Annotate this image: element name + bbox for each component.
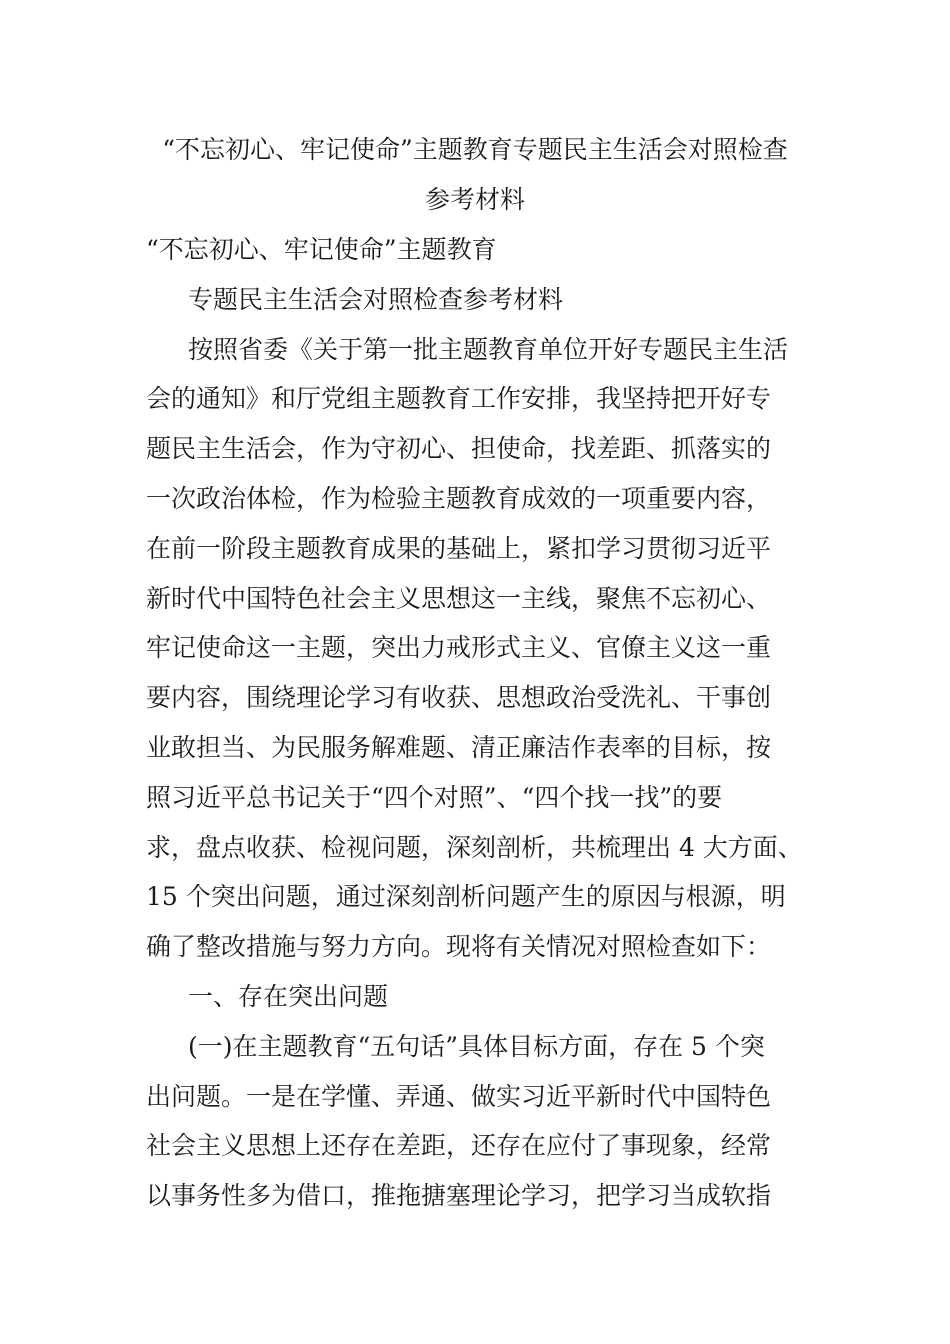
title-line-1: “不忘初心、牢记使命”主题教育专题民主生活会对照检查 — [162, 135, 788, 164]
title-line-2: 参考材料 — [424, 185, 525, 214]
body-line: 牢记使命这一主题，突出力戒形式主义、官僚主义这一重 — [146, 633, 772, 663]
body-line: 以事务性多为借口，推拖搪塞理论学习，把学习当成软指 — [146, 1181, 772, 1211]
body-line: 社会主义思想上还存在差距，还存在应付了事现象，经常 — [146, 1131, 772, 1161]
body-line: 题民主生活会，作为守初心、担使命，找差距、抓落实的 — [146, 434, 772, 464]
body-line: 15 个突出问题，通过深刻剖析问题产生的原因与根源，明 — [146, 882, 786, 912]
body-line: 一、存在突出问题 — [188, 981, 389, 1011]
document-title — [0, 125, 950, 225]
body-line: “不忘初心、牢记使命”主题教育 — [146, 235, 497, 264]
document-body — [146, 225, 826, 1221]
body-line: (一)在主题教育“五句话”具体目标方面，存在 5 个突 — [188, 1031, 765, 1061]
body-line: 出问题。一是在学懂、弄通、做实习近平新时代中国特色 — [146, 1081, 772, 1111]
body-line: 按照省委《关于第一批主题教育单位开好专题民主生活 — [188, 334, 789, 364]
body-line: 新时代中国特色社会主义思想这一主线，聚焦不忘初心、 — [146, 583, 772, 613]
body-line: 一次政治体检，作为检验主题教育成效的一项重要内容， — [146, 483, 772, 513]
body-line: 要内容，围绕理论学习有收获、思想政治受洗礼、干事创 — [146, 683, 772, 713]
body-line: 在前一阶段主题教育成果的基础上，紧扣学习贯彻习近平 — [146, 533, 772, 563]
body-line: 求，盘点收获、检视问题，深刻剖析，共梳理出 4 大方面、 — [146, 832, 803, 862]
body-line: 照习近平总书记关于“四个对照”、“四个找一找”的要 — [146, 782, 723, 812]
body-line: 会的通知》和厅党组主题教育工作安排，我坚持把开好专 — [146, 384, 772, 414]
body-line: 确了整改措施与努力方向。现将有关情况对照检查如下： — [146, 932, 772, 962]
body-line: 专题民主生活会对照检查参考材料 — [188, 284, 564, 314]
body-line: 业敢担当、为民服务解难题、清正廉洁作表率的目标，按 — [146, 732, 772, 762]
